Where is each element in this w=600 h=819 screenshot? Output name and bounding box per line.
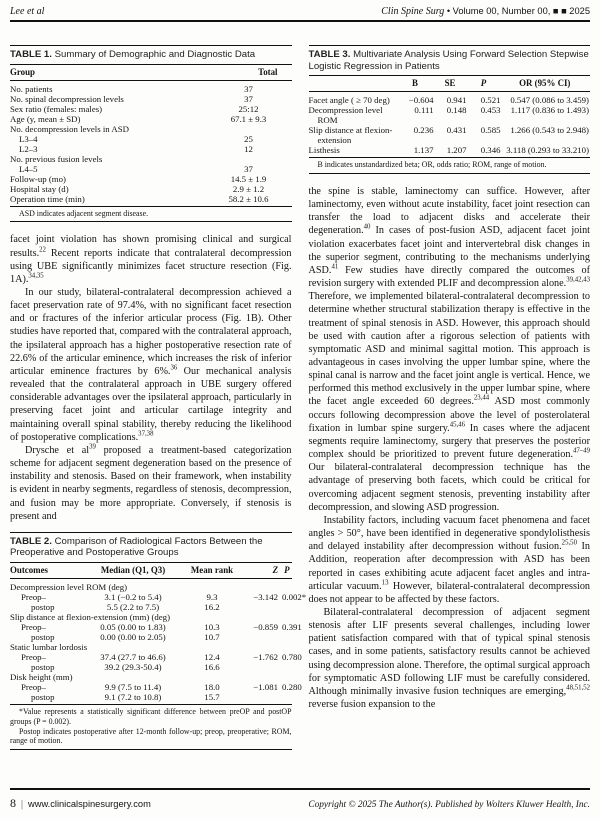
table-cell: 0.585 (480, 125, 501, 136)
table-cell: Preop– (21, 652, 46, 663)
table-cell: 1.266 (0.543 to 2.948) (510, 125, 589, 136)
col-header-blank (309, 78, 397, 89)
row-value: 14.5 ± 1.9 (230, 173, 267, 184)
table-row (309, 125, 591, 145)
col-header-mean-rank: Mean rank (190, 565, 234, 576)
citation-reference: 25,50 (561, 539, 577, 547)
table-3-label: TABLE 3. (308, 49, 351, 60)
paragraph: In our study, bilateral-contralateral decompression achieved a facet preservation rate of 97.4%, with no significant facet resection and or fractures of the inferior articular process (Fig. 1B). Other studies have reported that, compared with the contralateral approach, the ipsilateral approach has a higher postoperative resection rate of 22.6% of the articular eminence, which increases the risk of inferior articular eminence fractures by 6%.$^{36}$ Our mechanical analysis revealed that the contralateral approach in UBE surgery offered considerable advantages over the ipsilateral approach, particularly in preserving facet joint and articular cartilage integrity and maintaining overall spinal stability, thereby reducing the likelihood of postoperative complications.$^{37,38}$ (10, 287, 292, 443)
table-cell (238, 632, 282, 642)
table-cell: 0.521 (480, 95, 501, 106)
table-row (10, 174, 292, 184)
left-column (10, 45, 307, 785)
row-value: 12 (244, 143, 253, 154)
row-value: 58.2 ± 10.6 (228, 193, 269, 204)
row-value: 2.9 ± 1.2 (232, 183, 265, 194)
row-value: 25 (244, 133, 253, 144)
table-1-footnote: ASD indicates adjacent segment disease. (10, 206, 292, 222)
table-cell: 0.05 (0.00 to 1.83) (100, 622, 166, 633)
table-cell: 5.5 (2.2 to 7.5) (106, 602, 160, 613)
row-label: L3–4 (19, 133, 38, 144)
row-label: Operation time (min) (10, 193, 85, 204)
table-3-footnote: B indicates unstandardized beta; OR, odds ratio; ROM, range of motion. (309, 157, 591, 173)
table-cell: 0.002* (282, 592, 307, 603)
row-value: 37 (244, 163, 253, 174)
table-cell: −0.859 (253, 622, 278, 633)
table-cell: 0.148 (446, 105, 467, 116)
running-head-author: Lee et al (10, 6, 45, 17)
table-2-header-row (10, 562, 292, 579)
col-header-median: Median (Q1, Q3) (100, 565, 166, 576)
row-label: Age (y, mean ± SD) (10, 113, 81, 124)
citation-reference: 37,38 (138, 430, 154, 438)
table-cell: 16.2 (204, 602, 220, 613)
table-cell: 39.2 (29.3-50.4) (104, 662, 162, 673)
table-3-header-row (309, 75, 591, 92)
citation-reference: 45,46 (449, 421, 466, 429)
table-cell: 10.3 (204, 622, 220, 633)
table-cell: 0.780 (282, 652, 302, 663)
citation-reference: 36 (170, 364, 178, 372)
table-1-title: TABLE 1. Summary of Demographic and Diagnostic Data (10, 49, 256, 60)
table-cell: Preop– (21, 592, 46, 603)
table-cell: 0.236 (413, 125, 434, 136)
table-cell (282, 602, 292, 612)
row-label: No. previous fusion levels (10, 153, 103, 164)
row-value: 67.1 ± 9.3 (230, 113, 267, 124)
table-row (10, 164, 292, 174)
row-value (206, 124, 292, 134)
table-2-title: TABLE 2. Comparison of Radiological Factors Between the Preoperative and Postoperative Groups (10, 535, 263, 559)
table-cell (238, 692, 282, 702)
left-column-text (10, 233, 292, 522)
footnote-line: *Value represents a statistically significant difference between preOP and postOP groups (P = 0.002). (10, 707, 292, 726)
table-cell: 18.0 (204, 682, 220, 693)
table-row (10, 134, 292, 144)
col-header-total: Total (258, 66, 278, 77)
col-header-or: OR (95% CI) (519, 78, 571, 89)
table-3-body (309, 92, 591, 157)
table-row (309, 95, 591, 105)
table-cell (282, 662, 292, 672)
table-cell: 0.547 (0.086 to 3.459) (510, 95, 589, 106)
table-row (10, 602, 292, 612)
footer-divider: | (21, 799, 24, 810)
table-cell: Preop– (21, 622, 46, 633)
citation-reference: 41 (331, 263, 339, 271)
citation-reference: 48,51,52 (566, 684, 590, 692)
table-cell: 15.7 (204, 692, 220, 703)
page-footer (10, 788, 590, 811)
table-cell: 1.117 (0.836 to 1.493) (510, 105, 589, 116)
table-cell: postop (31, 692, 55, 703)
table-cell: −0.604 (408, 95, 434, 106)
row-label: L2–3 (19, 143, 38, 154)
footer-left (10, 796, 151, 811)
col-header-p: P (284, 565, 290, 576)
table-row (10, 592, 307, 603)
col-header-group: Group (10, 66, 35, 77)
table-row (10, 184, 292, 194)
table-cell: 0.391 (282, 622, 302, 633)
table-row (10, 652, 302, 663)
table-group-row: Static lumbar lordosis (10, 642, 88, 653)
table-row (10, 622, 302, 633)
row-value (206, 154, 292, 164)
table-row (10, 154, 292, 164)
citation-reference: 47–49 (573, 447, 590, 455)
table-cell: postop (31, 662, 55, 673)
table-cell (282, 632, 292, 642)
table-cell: 0.346 (480, 145, 501, 156)
table-cell (238, 602, 282, 612)
table-cell: Listhesis (308, 145, 340, 156)
table-row (309, 145, 591, 155)
table-row (10, 94, 292, 104)
table-1-label: TABLE 1. (10, 49, 52, 60)
table-row (10, 194, 292, 204)
two-column-body (10, 45, 590, 785)
table-row (10, 144, 292, 154)
table-3-title: TABLE 3. Multivariate Analysis Using Forward Selection Stepwise Logistic Regression in Patients (308, 49, 589, 72)
table-cell: Facet angle ( ≥ 70 deg) (308, 95, 390, 106)
running-head-journal (381, 6, 590, 17)
table-cell: Decompression level ROM (308, 105, 383, 126)
table-cell: 37.4 (27.7 to 46.6) (100, 652, 166, 663)
journal-website-link[interactable]: www.clinicalspinesurgery.com (28, 799, 151, 809)
table-1-header-row (10, 64, 292, 81)
col-header-p: P (480, 78, 487, 89)
table-cell: 0.431 (446, 125, 467, 136)
row-label: Hospital stay (d) (10, 183, 69, 194)
table-cell: 1.207 (446, 145, 467, 156)
journal-name: Clin Spine Surg (381, 6, 445, 17)
table-2-label: TABLE 2. (10, 535, 52, 547)
table-cell: −1.081 (253, 682, 278, 693)
table-cell: 12.4 (204, 652, 220, 663)
table-cell: 0.111 (414, 105, 434, 116)
citation-reference: 22 (39, 246, 46, 254)
copyright-notice: Copyright © 2025 The Author(s). Published by Wolters Kluwer Health, Inc. (308, 800, 590, 810)
running-head (10, 6, 590, 22)
table-cell (282, 692, 292, 702)
table-cell: 9.9 (7.5 to 11.4) (104, 682, 162, 693)
table-row (10, 114, 292, 124)
row-value: 25:12 (238, 103, 259, 114)
table-1-body (10, 81, 292, 206)
table-group-row: Decompression level ROM (deg) (10, 582, 128, 593)
table-row (10, 692, 292, 702)
paragraph: facet joint violation has shown promising clinical and surgical results.$^{22}$ Recent reports indicate that contralateral decompression using UBE significantly minimizes facet structure resection (Fig. 1A).$^{34,35}$ (10, 234, 292, 285)
citation-reference: 34,35 (28, 272, 44, 280)
table-2 (10, 532, 307, 750)
table-cell (238, 662, 282, 672)
paragraph: the spine is stable, laminectomy can suffice. However, after laminectomy, even without acute instability, facet joint resection can transfer the load to adjacent disks and accelerate their degeneration.$^{40}$ In cases of post-fusion ASD, adjacent facet joint violation exacerbates facet joint and intervertebral disk changes in the superior segment, contributing to the mechanisms underlying ASD.$^{41}$ Few studies have directly compared the outcomes of revision surgery with extended PLIF and decompression alone.$^{39,42,43}$ Therefore, we implemented bilateral-contralateral decompression to determine whether structural stabilization therapy is effective in the treatment of spinal stenosis in ASD. However, this approach should be used with caution after a rigorous selection of patients with symptomatic ASD and minimal sagittal motion. This approach is advantageous in cases involving the upper lumbar spine, where the spinal canal is narrow and the facet joint angle is vertical. Hence, we performed this method exclusively in the upper lumbar spine, where the facet angle exceeded 60 degrees.$^{23,44}$ ASD most commonly occurs following decompression above the level of posterolateral fixation in lumbar spine surgery.$^{45,46}$ In cases where the adjacent segments require laminectomy, surgery that preserves the posterior complex should be prioritized to prevent future degeneration.$^{47-49}$ Our bilateral-contralateral decompression technique has the advantage of preserving both facets, which could be critical for overcoming adjacent segment stenosis, preventing instability after decompression, and slowing ASD progression. (308, 185, 590, 513)
table-cell: 0.453 (480, 105, 501, 116)
table-cell: postop (31, 602, 55, 613)
table-row (10, 662, 292, 672)
table-2-body (10, 579, 307, 704)
table-2-footnotes (10, 704, 292, 749)
table-cell: Slip distance at flexion-extension (308, 125, 393, 146)
paragraph: Drysche et $al^{39}$ proposed a treatment-based categorization scheme for adjacent segment degeneration based on the presence of instability and stenosis. Based on their framework, when instability is evident in nearby segments, regardless of stenosis, decompression, and fusion may be more appropriate. Conversely, if stenosis is present and (10, 443, 292, 522)
table-row (10, 682, 302, 693)
citation-reference: 23,44 (473, 395, 490, 403)
table-row (309, 105, 591, 125)
table-row (10, 632, 292, 642)
citation-reference: 39 (89, 443, 96, 451)
col-header-se: SE (444, 78, 456, 89)
footnote-line: Postop indicates postoperative after 12-month follow-up; preop, preoperative; ROM, range of motion. (10, 726, 292, 746)
citation-reference: 39,42,43 (566, 276, 590, 284)
row-label: No. spinal decompression levels (10, 93, 124, 104)
row-label: L4–5 (19, 163, 38, 174)
row-value: 37 (244, 83, 253, 94)
table-cell: 0.00 (0.00 to 2.05) (100, 632, 166, 643)
table-row (10, 84, 292, 94)
table-cell: 0.941 (446, 95, 467, 106)
table-row (10, 104, 292, 114)
table-cell: 3.118 (0.293 to 33.210) (506, 145, 589, 156)
col-header-b: B (412, 78, 418, 89)
table-cell: 0.280 (282, 682, 302, 693)
table-3 (309, 45, 591, 174)
citation-reference: 13 (381, 579, 389, 587)
table-cell: 9.1 (7.2 to 10.8) (104, 692, 162, 703)
table-row (10, 124, 292, 134)
right-column (309, 45, 591, 785)
table-cell: −3.142 (253, 592, 278, 603)
table-cell: 9.3 (206, 592, 218, 603)
row-label: Sex ratio (females: males) (10, 103, 103, 114)
table-cell: postop (31, 632, 55, 643)
table-cell: 10.7 (204, 632, 220, 643)
page-number: 8 (10, 796, 16, 810)
row-label: No. decompression levels in ASD (10, 123, 129, 134)
col-header-z: Z (272, 565, 278, 576)
table-cell: −1.762 (253, 652, 278, 663)
right-column-text (309, 185, 591, 711)
col-header-outcomes: Outcomes (10, 565, 48, 576)
paragraph: Bilateral-contralateral decompression of adjacent segment stenosis after LIF presents several challenges, including lower patient satisfaction compared with that of typical spinal stenosis cases, and in some patients, satisfactory results cannot be achieved using decompression alone. Therefore, the optimal surgical approach for symptomatic ASD following LIF must be carefully considered. Although minimally invasive fusion techniques are emerging,$^{48,51,52}$ reverse fusion expansion to the (308, 606, 590, 711)
row-value: 37 (244, 93, 253, 104)
journal-issue: • Volume 00, Number 00, ■ ■ 2025 (444, 6, 590, 16)
table-cell: 16.6 (204, 662, 220, 673)
row-label: Follow-up (mo) (10, 173, 66, 184)
table-cell: 1.137 (413, 145, 434, 156)
paragraph: Instability factors, including vacuum facet phenomena and facet angles > 50°, have been identified in degenerative spondylolisthesis and delayed instability after decompression without fusion.$^{25,50}$ In Addition, reoperation after decompression with ASD has been reported in cases exhibiting acute adjacent facet angles and intra-articular vacuum.$^{13}$ However, bilateral-contralateral decompression does not appear to be affected by these factors. (308, 514, 590, 605)
table-cell: Preop– (21, 682, 46, 693)
row-label: No. patients (10, 83, 53, 94)
citation-reference: 40 (363, 224, 371, 232)
table-group-row: Slip distance at flexion-extension (mm) (deg) (10, 612, 171, 623)
table-cell: 3.1 (−0.2 to 5.4) (104, 592, 162, 603)
table-group-row: Disk height (mm) (10, 672, 73, 683)
table-1 (10, 45, 292, 222)
